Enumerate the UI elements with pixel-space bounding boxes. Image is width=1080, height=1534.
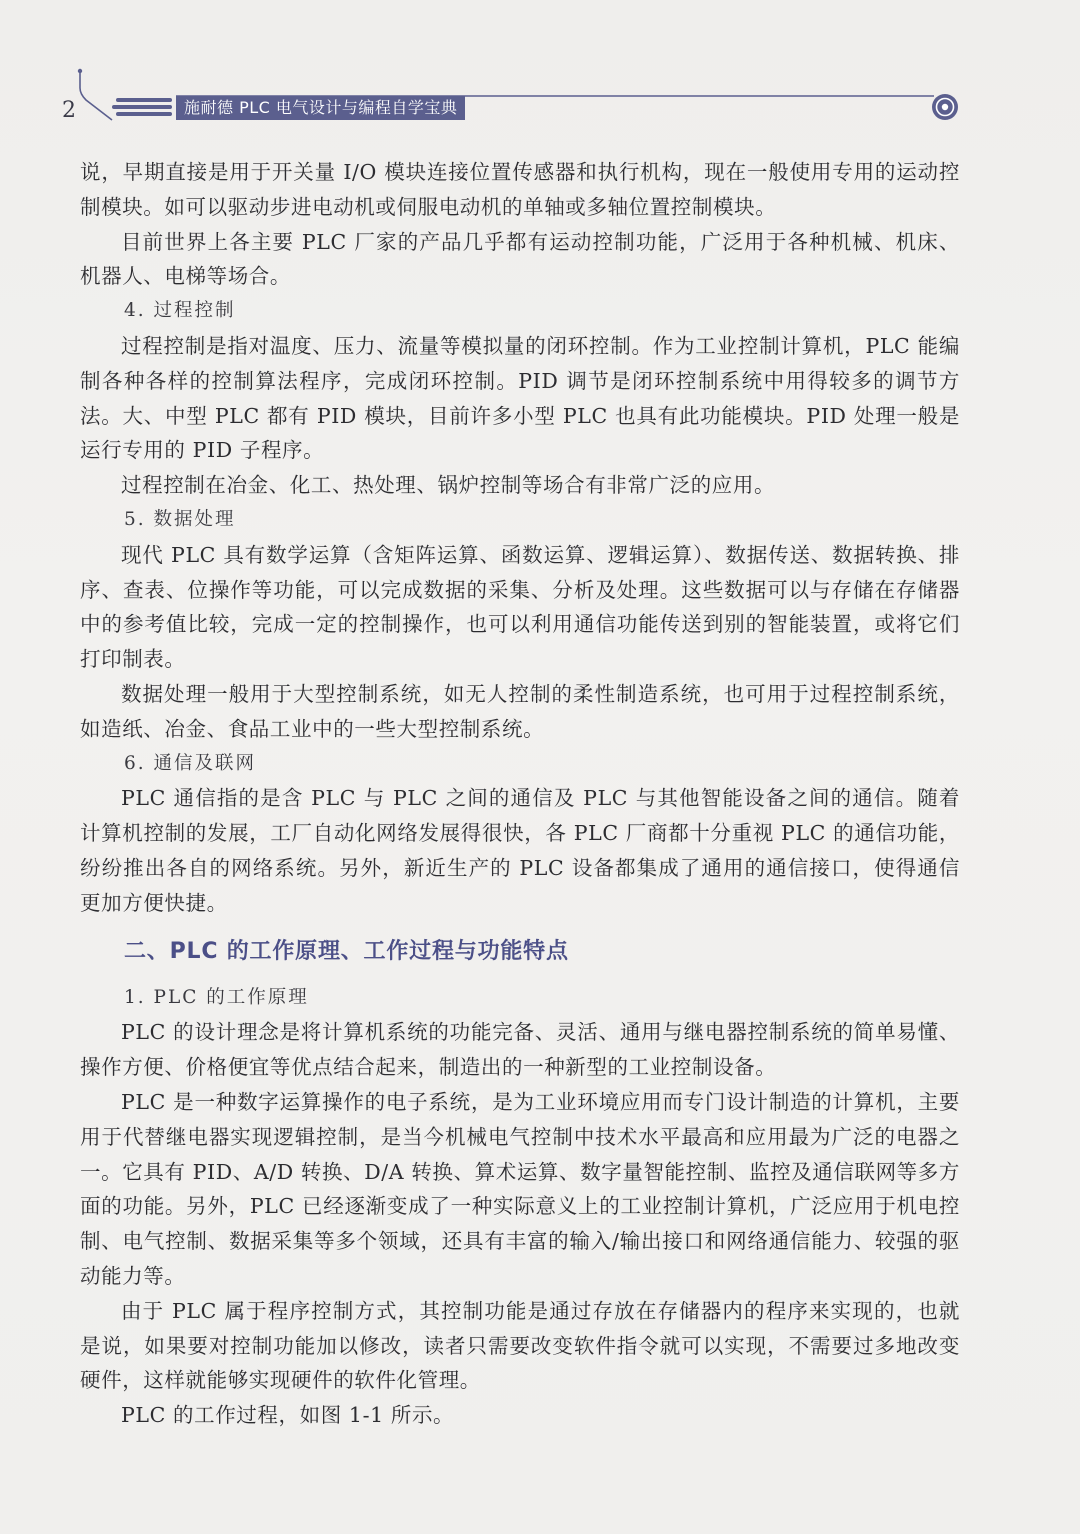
subheading-working-principle: 1. PLC 的工作原理 bbox=[124, 986, 309, 1008]
section-heading: 二、PLC 的工作原理、工作过程与功能特点 bbox=[124, 938, 569, 964]
paragraph-plc-definition: PLC 是一种数字运算操作的电子系统，是为工业环境应用而专门设计制造的计算机，主要用于代替继电器实现逻辑控制，是当今机械电气控制中技术水平最高和应用最为广泛的电器之一。它具有 PID、A/D 转换、D/A 转换、算术运算、数字量智能控制、监控及通信联网等多方面的功能。另外，PLC 已经逐渐变成了一种实际意义上的工业控制计算机，广泛应用于机电控制、电气控制、数据采集等多个领域，还具有丰富的输入/输出接口和网络通信能力、较强的驱动能力等。 bbox=[80, 1089, 960, 1288]
page-number: 2 bbox=[62, 98, 76, 123]
subheading-data-processing: 5. 数据处理 bbox=[124, 508, 236, 530]
subheading-communication: 6. 通信及联网 bbox=[124, 752, 257, 774]
paragraph-process-control: 过程控制是指对温度、压力、流量等模拟量的闭环控制。作为工业控制计算机，PLC 能编制各种各样的控制算法程序，完成闭环控制。PID 调节是闭环控制系统中用得较多的调节方法。大、中型 PLC 都有 PID 模块，目前许多小型 PLC 也具有此功能模块。PID 处理一般是运行专用的 PID 子程序。 bbox=[80, 333, 960, 463]
page-body bbox=[80, 155, 960, 1433]
page-header bbox=[0, 60, 1080, 130]
paragraph-communication: PLC 通信指的是含 PLC 与 PLC 之间的通信及 PLC 与其他智能设备之间的通信。随着计算机控制的发展，工厂自动化网络发展得很快，各 PLC 厂商都十分重视 PLC 的通信功能，纷纷推出各自的网络系统。另外，新近生产的 PLC 设备都集成了通用的通信接口，使得通信更加方便快捷。 bbox=[80, 786, 960, 915]
paragraph-data-processing-usage: 数据处理一般用于大型控制系统，如无人控制的柔性制造系统，也可用于过程控制系统，如造纸、冶金、食品工业中的一些大型控制系统。 bbox=[80, 681, 960, 741]
paragraph-figure-reference: PLC 的工作过程，如图 1-1 所示。 bbox=[121, 1403, 455, 1428]
paragraph-program-control: 由于 PLC 属于程序控制方式，其控制功能是通过存放在存储器内的程序来实现的，也就是说，如果要对控制功能加以修改，读者只需要改变软件指令就可以实现，不需要过多地改变硬件，这样就能够实现硬件的软件化管理。 bbox=[80, 1298, 960, 1393]
paragraph-motion-control-end: 说，早期直接是用于开关量 I/O 模块连接位置传感器和执行机构，现在一般使用专用的运动控制模块。如可以驱动步进电动机或伺服电动机的单轴或多轴位置控制模块。 bbox=[80, 160, 960, 219]
book-title-band: 施耐德 PLC 电气设计与编程自学宝典 bbox=[176, 96, 465, 120]
paragraph-design-concept: PLC 的设计理念是将计算机系统的功能完备、灵活、通用与继电器控制系统的简单易懂、操作方便、价格便宜等优点结合起来，制造出的一种新型的工业控制设备。 bbox=[80, 1020, 960, 1080]
header-ornament bbox=[0, 60, 1080, 130]
paragraph-motion-control-usage: 目前世界上各主要 PLC 厂家的产品几乎都有运动控制功能，广泛用于各种机械、机床、机器人、电梯等场合。 bbox=[80, 229, 960, 289]
target-circle-icon bbox=[930, 92, 960, 122]
paragraph-data-processing: 现代 PLC 具有数学运算（含矩阵运算、函数运算、逻辑运算）、数据传送、数据转换、排序、查表、位操作等功能，可以完成数据的采集、分析及处理。这些数据可以与存储在存储器中的参考值比较，完成一定的控制操作，也可以利用通信功能传送到别的智能装置，或将它们打印制表。 bbox=[80, 542, 960, 672]
paragraph-process-control-usage: 过程控制在冶金、化工、热处理、锅炉控制等场合有非常广泛的应用。 bbox=[121, 473, 776, 498]
subheading-process-control: 4. 过程控制 bbox=[124, 300, 236, 322]
